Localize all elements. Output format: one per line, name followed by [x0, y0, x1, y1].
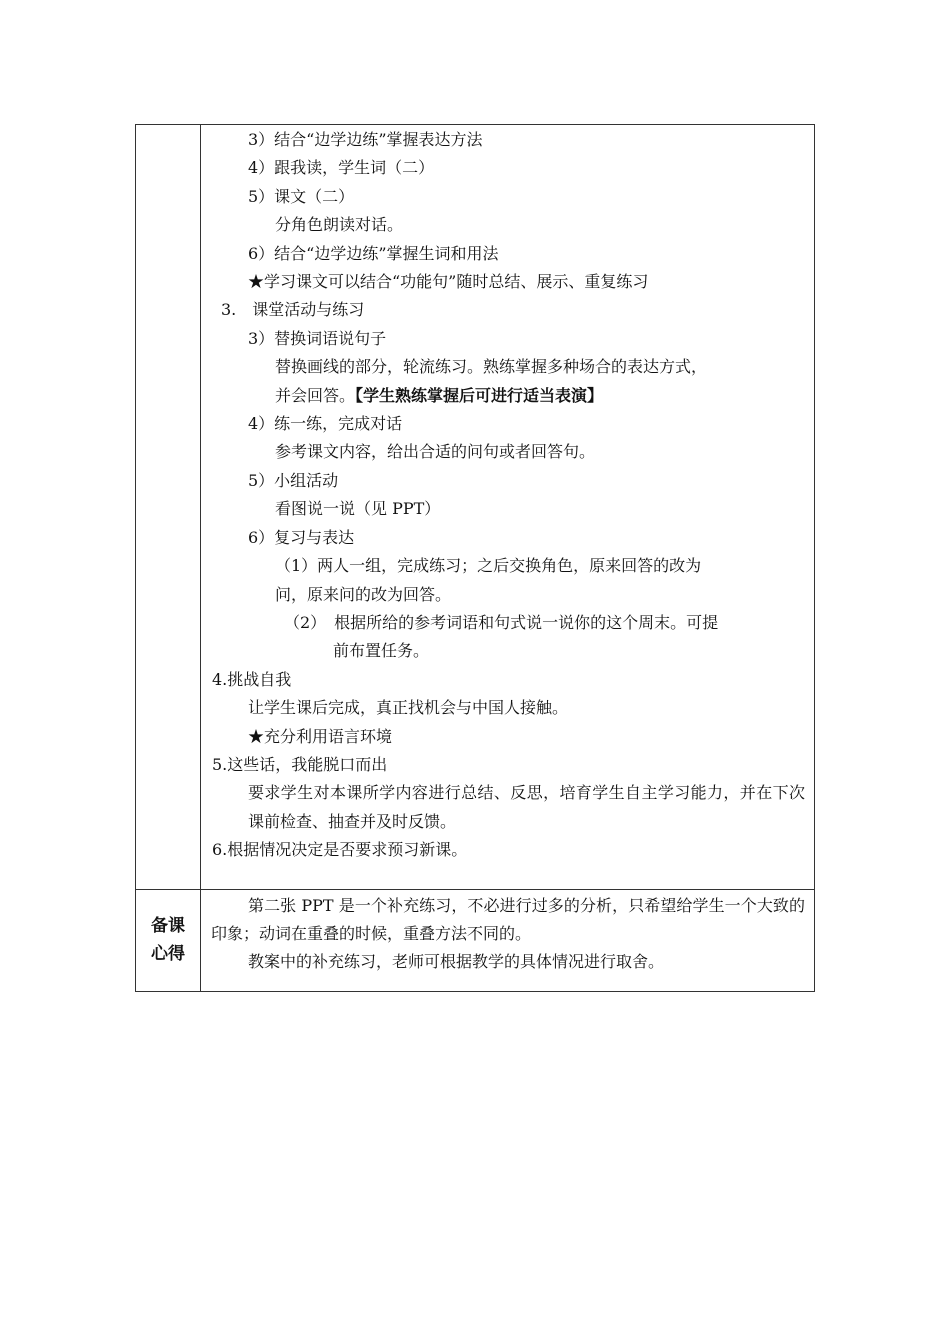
section-desc: 让学生课后完成，真正找机会与中国人接触。 — [248, 698, 569, 718]
notes-paragraph: 第二张 PPT 是一个补充练习，不必进行过多的分析，只希望给学生一个大致的印象；动词在重叠的时候，重叠方法不同的。 — [211, 895, 805, 943]
section-heading: 5.这些话，我能脱口而出 — [212, 754, 388, 774]
step-line: 4）练一练，完成对话 — [248, 414, 403, 434]
section-heading: 4.挑战自我 — [212, 669, 292, 689]
step-desc-cont — [211, 382, 805, 410]
step-line: 4）跟我读，学生词（二） — [248, 158, 435, 178]
step-desc: 替换画线的部分，轮流练习。熟练掌握多种场合的表达方式， — [275, 357, 708, 377]
notes-paragraph: 教案中的补充练习，老师可根据教学的具体情况进行取舍。 — [248, 952, 665, 972]
star-note: ★学习课文可以结合“功能句”随时总结、展示、重复练习 — [248, 272, 649, 292]
section-heading: 6.根据情况决定是否要求预习新课。 — [212, 840, 468, 860]
sub-item-1-cont: 问，原来问的改为回答。 — [275, 584, 452, 604]
notes-label-cell — [136, 889, 201, 991]
notes-content-cell — [201, 889, 815, 991]
step-desc-text: 并会回答。 — [275, 385, 356, 405]
procedure-label-cell — [136, 125, 201, 890]
notes-row — [136, 889, 815, 991]
notes-label-line: 心得 — [151, 944, 185, 965]
sub-item-2: （2） 根据所给的参考词语和句式说一说你的这个周末。可提 — [284, 612, 719, 632]
step-line: 6）复习与表达 — [248, 527, 355, 547]
step-line: 6）结合“边学边练”掌握生词和用法 — [248, 243, 499, 263]
procedure-row — [136, 125, 815, 890]
step-desc: 分角色朗读对话。 — [275, 215, 404, 235]
step-line: 5）课文（二） — [248, 186, 355, 206]
section-desc: 要求学生对本课所学内容进行总结、反思，培育学生自主学习能力，并在下次课前检查、抽查并及时反馈。 — [248, 783, 805, 831]
step-line: 3）替换词语说句子 — [248, 328, 387, 348]
sub-item-2-cont: 前布置任务。 — [333, 641, 430, 661]
star-note: ★充分利用语言环境 — [248, 726, 393, 746]
procedure-content-cell — [201, 125, 815, 890]
sub-item-1: （1）两人一组，完成练习；之后交换角色，原来回答的改为 — [275, 556, 702, 576]
step-desc: 参考课文内容，给出合适的问句或者回答句。 — [275, 442, 596, 462]
cell-spacer — [211, 865, 805, 889]
section-heading: 3. 课堂活动与练习 — [221, 300, 365, 320]
notes-label-line: 备课 — [151, 916, 185, 937]
step-line: 5）小组活动 — [248, 470, 339, 490]
emphasis-text: 【学生熟练掌握后可进行适当表演】 — [355, 385, 604, 405]
lesson-plan-table — [135, 124, 815, 992]
step-line: 3）结合“边学边练”掌握表达方法 — [248, 130, 483, 149]
step-desc: 看图说一说（见 PPT） — [275, 499, 441, 519]
